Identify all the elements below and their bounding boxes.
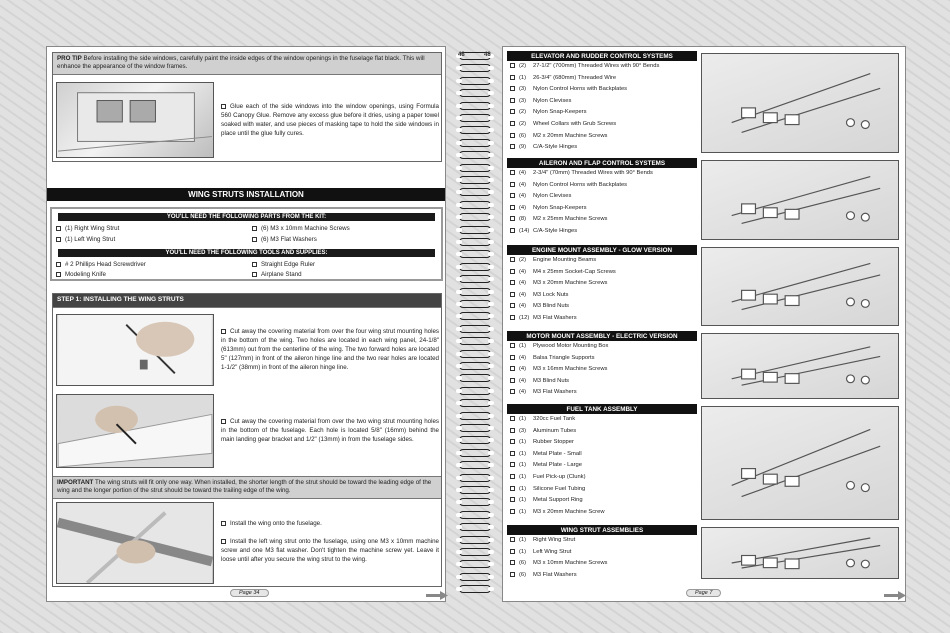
part-desc: Plywood Motor Mounting Box <box>533 343 609 349</box>
part-desc: M3 Blind Nuts <box>533 377 570 384</box>
part-item <box>56 225 236 234</box>
spiral-ring <box>455 350 495 358</box>
part-item <box>56 236 236 245</box>
checkbox-icon[interactable] <box>510 98 515 103</box>
part-row <box>507 278 697 290</box>
part-row <box>507 214 697 226</box>
checkbox-icon[interactable] <box>510 144 515 149</box>
part-desc: M3 Flat Washers <box>533 571 577 578</box>
part-row <box>507 364 697 376</box>
section-header: ELEVATOR AND RUDDER CONTROL SYSTEMS <box>507 51 697 61</box>
part-desc: M3 Flat Washers <box>533 314 577 321</box>
part-desc: Nylon Snap-Keepers <box>533 204 587 211</box>
part-row <box>507 449 697 461</box>
spiral-ring <box>455 151 495 159</box>
part-qty: (1) <box>519 473 527 480</box>
part-desc: M2 x 20mm Machine Screws <box>533 132 608 139</box>
checkbox-icon[interactable] <box>510 497 515 502</box>
part-qty: (4) <box>519 377 527 384</box>
part-desc: M3 Lock Nuts <box>533 291 569 298</box>
tool-label: Straight Edge Ruler <box>261 261 315 268</box>
part-qty: (1) <box>519 548 527 555</box>
part-qty: (4) <box>519 354 527 361</box>
spiral-ring <box>455 573 495 581</box>
part-qty: (1) <box>519 74 527 81</box>
checkbox-icon[interactable] <box>510 228 515 233</box>
glue-step-text: Glue each of the side windows into the window openings, using Formula 560 Canopy Glue. Remove any excess glue before it dries, using a paper towel soaked with water, and use pieces of masking tape to hold the side windows in place until the glue fully cures. <box>221 103 439 137</box>
part-desc: Nylon Control Horns with Backplates <box>533 181 628 188</box>
part-qty: (1) <box>519 537 527 543</box>
checkbox-icon[interactable] <box>510 216 515 221</box>
part-qty: (4) <box>519 389 527 396</box>
part-row <box>507 341 697 353</box>
spiral-ring <box>455 263 495 271</box>
spiral-ring <box>455 461 495 469</box>
spiral-ring <box>455 288 495 296</box>
parts-photo <box>701 53 899 153</box>
part-row <box>507 180 697 192</box>
part-desc: Nylon Control Horns with Backplates <box>533 86 628 93</box>
parts-photo <box>701 527 899 579</box>
pro-tip-banner <box>53 53 441 75</box>
part-item <box>252 236 432 245</box>
part-desc: C/A-Style Hinges <box>533 227 578 234</box>
spiral-ring <box>455 64 495 72</box>
part-row <box>507 558 697 570</box>
part-desc: Nylon Snap-Keepers <box>533 109 587 116</box>
spiral-ring <box>455 449 495 457</box>
part-row <box>507 353 697 365</box>
part-row <box>507 414 697 426</box>
checkbox-icon[interactable] <box>56 262 61 267</box>
part-row <box>507 191 697 203</box>
checkbox-icon[interactable] <box>510 509 515 514</box>
part-qty: (4) <box>519 181 527 188</box>
spiral-ring <box>455 77 495 85</box>
part-desc: M3 Flat Washers <box>533 389 577 396</box>
part-row <box>507 96 697 108</box>
part-desc: Wheel Collars with Grub Screws <box>533 120 617 127</box>
spiral-ring <box>455 275 495 283</box>
part-desc: 27-1/2" (700mm) Threaded Wires with 90° Bends <box>533 63 660 69</box>
checkbox-icon[interactable] <box>510 315 515 320</box>
important-text: The wing struts will fit only one way. When installed, the shorter length of the strut should be toward the leading edge of the wing and the longer portion of the strut should be toward the trailing edge of the wing. <box>57 479 432 495</box>
tool-label: Airplane Stand <box>261 271 302 278</box>
spiral-ring <box>455 436 495 444</box>
checkbox-icon[interactable] <box>510 572 515 577</box>
part-desc: M3 x 16mm Machine Screws <box>533 366 608 373</box>
part-row <box>507 387 697 399</box>
part-row <box>507 290 697 302</box>
checkbox-icon[interactable] <box>56 226 61 231</box>
side-window-photo <box>56 82 214 158</box>
part-qty: (2) <box>519 257 527 263</box>
part-qty: (6) <box>519 560 527 567</box>
part-row <box>507 472 697 484</box>
parts-photo <box>701 247 899 326</box>
checkbox-icon[interactable] <box>510 269 515 274</box>
checkbox-icon[interactable] <box>221 419 226 424</box>
part-desc: Metal Plate - Small <box>533 450 582 457</box>
checkbox-icon[interactable] <box>510 560 515 565</box>
part-row <box>507 255 697 267</box>
part-label: (1) Left Wing Strut <box>65 236 116 243</box>
part-qty: (1) <box>519 439 527 446</box>
part-qty: (4) <box>519 291 527 298</box>
spiral-ring <box>455 374 495 382</box>
spiral-ring <box>455 226 495 234</box>
part-qty: (4) <box>519 280 527 287</box>
part-qty: (12) <box>519 314 530 321</box>
checkbox-icon[interactable] <box>510 537 515 542</box>
checkbox-icon[interactable] <box>510 133 515 138</box>
part-qty: (1) <box>519 343 527 349</box>
part-item <box>252 225 432 234</box>
part-qty: (3) <box>519 86 527 93</box>
tool-item <box>252 261 432 270</box>
part-qty: (4) <box>519 268 527 275</box>
spiral-ring <box>455 114 495 122</box>
part-qty: (2) <box>519 109 527 116</box>
parts-section <box>507 51 697 154</box>
section-header: WING STRUT ASSEMBLIES <box>507 525 697 535</box>
checkbox-icon[interactable] <box>221 539 226 544</box>
checkbox-icon[interactable] <box>510 75 515 80</box>
checkbox-icon[interactable] <box>510 63 515 68</box>
strut-install-photo <box>56 502 214 584</box>
checkbox-icon[interactable] <box>510 439 515 444</box>
part-desc: Nylon Clevises <box>533 97 572 104</box>
step1-b-text: Cut away the covering material from over the two wing strut mounting holes in the bottom of the fuselage. Each hole is located 5/8" (16mm) behind the main landing gear bracket and 1/2" (13mm) in from the fuselage sides. <box>221 418 439 443</box>
part-qty: (4) <box>519 366 527 373</box>
part-label: (6) M3 Flat Washers <box>261 236 317 243</box>
important-banner <box>53 476 441 499</box>
part-qty: (1) <box>519 497 527 504</box>
spiral-ring <box>455 139 495 147</box>
part-desc: Aluminum Tubes <box>533 427 577 434</box>
parts-section <box>507 525 697 581</box>
page-number: Page 7 <box>686 589 721 597</box>
part-desc: 320cc Fuel Tank <box>533 416 576 422</box>
checkbox-icon[interactable] <box>510 292 515 297</box>
part-qty: (4) <box>519 170 527 176</box>
install-2-text: Install the left wing strut onto the fuselage, using one M3 x 10mm machine screw and one M3 flat washer. Don't tighten the machine screw yet. Leave it loose until after you secure the wing strut to the wing. <box>221 538 439 563</box>
part-row <box>507 203 697 215</box>
part-qty: (3) <box>519 97 527 104</box>
part-label: (1) Right Wing Strut <box>65 225 120 232</box>
part-row <box>507 61 697 73</box>
right-page <box>502 46 906 602</box>
step1-a-text: Cut away the covering material from over the four wing strut mounting holes in the bottom of the wing. Two holes are located in each wing panel, 24-1/8" (613mm) out from the centerline of the wing. The two forward holes are located 5" (127mm) in front of the aileron hinge line and the two rear holes are located 1-1/2" (38mm) in front of the aileron hinge line. <box>221 328 439 371</box>
part-qty: (4) <box>519 193 527 200</box>
checkbox-icon[interactable] <box>510 486 515 491</box>
step1-b <box>221 418 439 445</box>
part-row <box>507 547 697 559</box>
spiral-ring <box>455 337 495 345</box>
spiral-ring <box>455 399 495 407</box>
checkbox-icon[interactable] <box>252 237 257 242</box>
part-desc: Right Wing Strut <box>533 537 576 543</box>
checkbox-icon[interactable] <box>510 451 515 456</box>
checkbox-icon[interactable] <box>510 257 515 262</box>
checkbox-icon[interactable] <box>221 521 226 526</box>
parts-photo <box>701 406 899 520</box>
part-row <box>507 495 697 507</box>
part-row <box>507 570 697 582</box>
part-desc: 2-3/4" (70mm) Threaded Wires with 90° Bends <box>533 170 653 176</box>
checkbox-icon[interactable] <box>510 280 515 285</box>
spiral-ring <box>455 188 495 196</box>
part-label: (6) M3 x 10mm Machine Screws <box>261 225 350 232</box>
pro-tip-text: Before installing the side windows, carefully paint the inside edges of the window openings in the fuselage flat black. This will enhance the appearance of the window frames. <box>57 55 425 71</box>
section-header: MOTOR MOUNT ASSEMBLY - ELECTRIC VERSION <box>507 331 697 341</box>
fuselage-cut-photo <box>56 394 214 468</box>
checkbox-icon[interactable] <box>510 378 515 383</box>
tool-label: Modeling Knife <box>65 271 106 278</box>
checkbox-icon[interactable] <box>510 170 515 175</box>
part-row <box>507 301 697 313</box>
tools-header: YOU'LL NEED THE FOLLOWING TOOLS AND SUPPLIES: <box>58 249 435 257</box>
checkbox-icon[interactable] <box>510 205 515 210</box>
checkbox-icon[interactable] <box>221 329 226 334</box>
section-title: WING STRUTS INSTALLATION <box>47 188 445 201</box>
part-desc: Rubber Stopper <box>533 439 574 446</box>
checkbox-icon[interactable] <box>510 474 515 479</box>
part-qty: (1) <box>519 462 527 469</box>
parts-tools-box <box>50 207 443 281</box>
checkbox-icon[interactable] <box>510 389 515 394</box>
install-2 <box>221 538 439 565</box>
part-row <box>507 142 697 154</box>
part-qty: (4) <box>519 303 527 310</box>
pro-tip-box <box>52 52 442 162</box>
checkbox-icon[interactable] <box>56 272 61 277</box>
part-row <box>507 226 697 238</box>
parts-photo <box>701 160 899 240</box>
spiral-ring <box>455 387 495 395</box>
step1-box <box>52 293 442 587</box>
section-header: ENGINE MOUNT ASSEMBLY - GLOW VERSION <box>507 245 697 255</box>
spiral-ring <box>455 213 495 221</box>
part-row <box>507 267 697 279</box>
part-row <box>507 131 697 143</box>
checkbox-icon[interactable] <box>252 226 257 231</box>
spiral-ring <box>455 585 495 593</box>
spiral-ring <box>455 498 495 506</box>
checkbox-icon[interactable] <box>510 416 515 421</box>
step1-a <box>221 328 439 373</box>
part-desc: Metal Support Ring <box>533 497 583 504</box>
part-desc: Nylon Clevises <box>533 193 572 200</box>
checkbox-icon[interactable] <box>510 343 515 348</box>
part-row <box>507 376 697 388</box>
part-qty: (3) <box>519 427 527 434</box>
part-qty: (14) <box>519 227 530 234</box>
install-1-text: Install the wing onto the fuselage. <box>230 520 322 527</box>
part-qty: (4) <box>519 204 527 211</box>
checkbox-icon[interactable] <box>252 262 257 267</box>
part-desc: M2 x 25mm Machine Screws <box>533 216 608 223</box>
part-qty: (2) <box>519 63 527 69</box>
part-row <box>507 484 697 496</box>
part-desc: 26-3/4" (680mm) Threaded Wire <box>533 74 617 81</box>
spiral-ring <box>455 523 495 531</box>
spiral-ring <box>455 201 495 209</box>
parts-section <box>507 331 697 399</box>
spiral-ring <box>455 424 495 432</box>
part-row <box>507 426 697 438</box>
part-qty: (1) <box>519 450 527 457</box>
part-row <box>507 313 697 325</box>
parts-section <box>507 158 697 238</box>
spiral-number: 48 <box>484 52 491 58</box>
important-label: IMPORTANT <box>57 479 94 486</box>
checkbox-icon[interactable] <box>510 428 515 433</box>
checkbox-icon[interactable] <box>510 366 515 371</box>
part-desc: M3 x 20mm Machine Screws <box>533 280 608 287</box>
tool-item <box>252 271 432 280</box>
part-desc: M3 Blind Nuts <box>533 303 570 310</box>
part-desc: M4 x 25mm Socket-Cap Screws <box>533 268 616 275</box>
spiral-ring <box>455 412 495 420</box>
spiral-ring <box>455 486 495 494</box>
part-row <box>507 460 697 472</box>
part-desc: M3 x 20mm Machine Screw <box>533 508 605 515</box>
checkbox-icon[interactable] <box>510 355 515 360</box>
part-qty: (1) <box>519 416 527 422</box>
tool-item <box>56 261 236 270</box>
spiral-ring <box>455 89 495 97</box>
checkbox-icon[interactable] <box>56 237 61 242</box>
spiral-ring <box>455 300 495 308</box>
part-row <box>507 535 697 547</box>
part-desc: Metal Plate - Large <box>533 462 582 469</box>
part-desc: C/A-Style Hinges <box>533 144 578 151</box>
spiral-ring <box>455 362 495 370</box>
part-qty: (9) <box>519 144 527 151</box>
checkbox-icon[interactable] <box>510 193 515 198</box>
wing-cut-photo <box>56 314 214 386</box>
part-desc: M3 x 10mm Machine Screws <box>533 560 608 567</box>
part-row <box>507 437 697 449</box>
tool-label: # 2 Phillips Head Screwdriver <box>65 261 146 268</box>
spiral-ring <box>455 102 495 110</box>
spiral-ring <box>455 548 495 556</box>
part-desc: Engine Mounting Beams <box>533 257 597 263</box>
part-qty: (8) <box>519 216 527 223</box>
spiral-ring <box>455 238 495 246</box>
checkbox-icon[interactable] <box>510 462 515 467</box>
part-row <box>507 84 697 96</box>
spiral-ring <box>455 164 495 172</box>
spiral-ring <box>455 176 495 184</box>
part-desc: Balsa Triangle Supports <box>533 354 595 361</box>
tool-item <box>56 271 236 280</box>
part-desc: Fuel Pick-up (Clunk) <box>533 473 586 480</box>
checkbox-icon[interactable] <box>252 272 257 277</box>
part-row <box>507 507 697 519</box>
pro-tip-label: PRO TIP <box>57 55 82 62</box>
page-number: Page 34 <box>230 589 269 597</box>
checkbox-icon[interactable] <box>221 104 226 109</box>
parts-header: YOU'LL NEED THE FOLLOWING PARTS FROM THE KIT: <box>58 213 435 221</box>
parts-section <box>507 404 697 518</box>
part-qty: (1) <box>519 485 527 492</box>
part-qty: (1) <box>519 508 527 515</box>
checkbox-icon[interactable] <box>510 549 515 554</box>
spiral-ring <box>455 560 495 568</box>
spiral-ring <box>455 536 495 544</box>
spiral-ring <box>455 511 495 519</box>
next-arrow-icon[interactable] <box>426 591 448 600</box>
step1-title: STEP 1: INSTALLING THE WING STRUTS <box>53 294 441 308</box>
spiral-ring <box>455 126 495 134</box>
checkbox-icon[interactable] <box>510 86 515 91</box>
spiral-ring <box>455 312 495 320</box>
checkbox-icon[interactable] <box>510 121 515 126</box>
part-desc: Silicone Fuel Tubing <box>533 485 586 492</box>
parts-photo <box>701 333 899 399</box>
part-qty: (6) <box>519 132 527 139</box>
section-header: FUEL TANK ASSEMBLY <box>507 404 697 414</box>
part-row <box>507 168 697 180</box>
parts-section <box>507 245 697 325</box>
part-row <box>507 73 697 85</box>
spiral-ring <box>455 474 495 482</box>
part-desc: Left Wing Strut <box>533 548 572 555</box>
part-qty: (2) <box>519 120 527 127</box>
left-page <box>46 46 446 602</box>
spiral-ring <box>455 325 495 333</box>
checkbox-icon[interactable] <box>510 109 515 114</box>
spiral-number: 48 <box>458 52 465 58</box>
part-row <box>507 107 697 119</box>
checkbox-icon[interactable] <box>510 303 515 308</box>
install-1 <box>221 520 439 529</box>
checkbox-icon[interactable] <box>510 182 515 187</box>
next-arrow-icon[interactable] <box>884 591 906 600</box>
section-header: AILERON AND FLAP CONTROL SYSTEMS <box>507 158 697 168</box>
part-qty: (6) <box>519 571 527 578</box>
part-row <box>507 119 697 131</box>
glue-step <box>221 103 439 139</box>
spiral-ring <box>455 250 495 258</box>
